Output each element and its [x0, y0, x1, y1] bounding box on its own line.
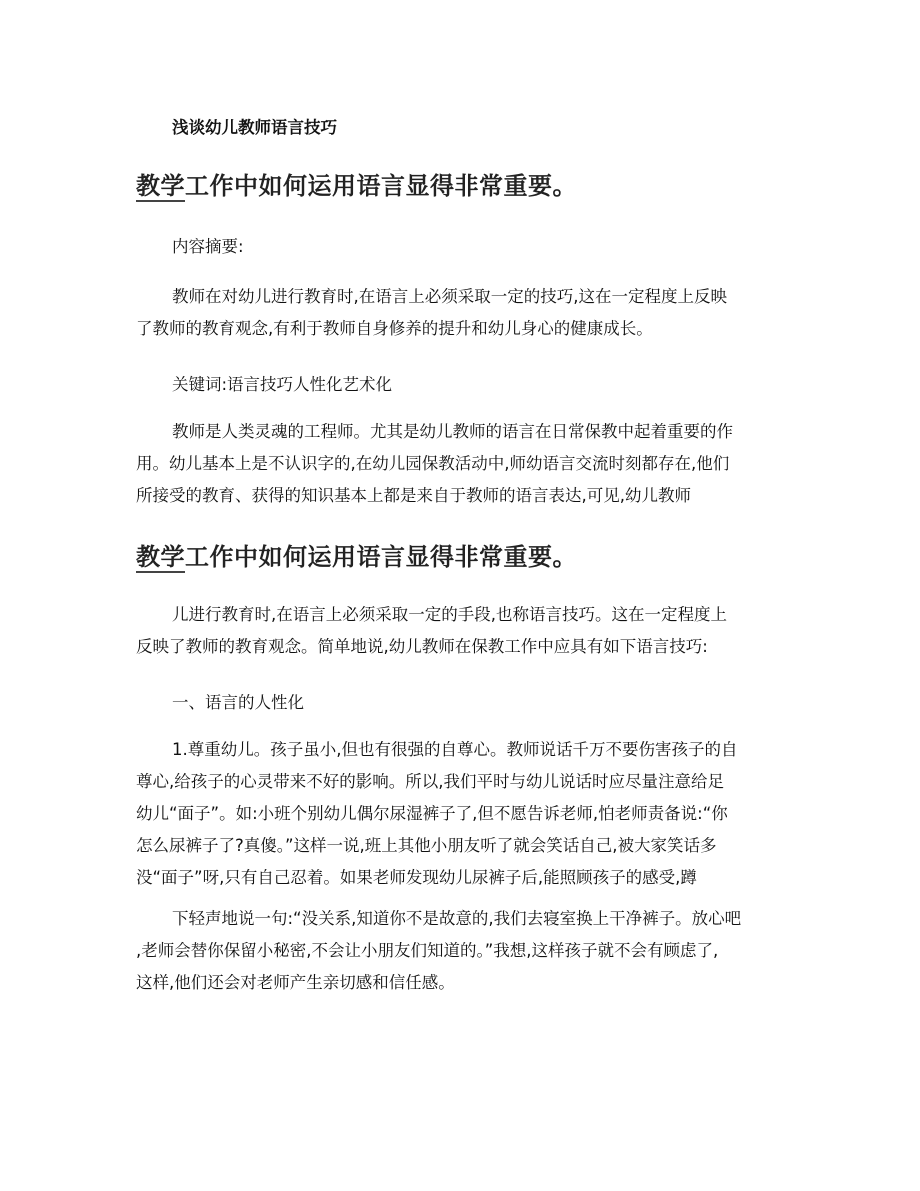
- respect-paragraph: [136, 734, 786, 894]
- text-line: 教师是人类灵魂的工程师。尤其是幼儿教师的语言在日常保教中起着重要的作: [172, 422, 733, 441]
- text-line: 所接受的教育、获得的知识基本上都是来自于教师的语言表达,可见,幼儿教师: [136, 486, 691, 505]
- text-line: 下轻声地说一句:“没关系,知道你不是故意的,我们去寝室换上干净裤子。放心吧: [172, 909, 742, 928]
- text-line: 没“面子”呀,只有自己忍着。如果老师发现幼儿尿裤子后,能照顾孩子的感受,蹲: [136, 868, 697, 887]
- text-line: 幼儿“面子”。如:小班个别幼儿偶尔尿湿裤子了,但不愿告诉老师,怕老师责备说:“你: [136, 804, 728, 823]
- summary-heading: 内容摘要:: [172, 237, 244, 256]
- text-line: 了教师的教育观念,有利于教师自身修养的提升和幼儿身心的健康成长。: [136, 319, 653, 338]
- banner-text: 工作中如何运用语言显得非常重要。: [185, 543, 577, 571]
- continuation-paragraph: [136, 599, 786, 663]
- text-line: 反映了教师的教育观念。简单地说,幼儿教师在保教工作中应具有如下语言技巧:: [136, 637, 708, 656]
- abstract-paragraph: [136, 281, 786, 345]
- text-line: 1.尊重幼儿。孩子虽小,但也有很强的自尊心。教师说话千万不要伤害孩子的自: [172, 740, 738, 759]
- banner-underlined-text: 教学: [136, 172, 185, 200]
- text-line: ,老师会替你保留小秘密,不会让小朋友们知道的。”我想,这样孩子就不会有顾虑了,: [136, 941, 719, 960]
- keywords-line: 关键词:语言技巧人性化艺术化: [172, 375, 393, 394]
- banner-underlined-text: 教学: [136, 543, 185, 571]
- text-line: 尊心,给孩子的心灵带来不好的影响。所以,我们平时与幼儿说话时应尽量注意给足: [136, 772, 724, 791]
- intro-paragraph: [136, 416, 786, 512]
- banner-heading-repeat: [136, 540, 577, 574]
- text-line: 这样,他们还会对老师产生亲切感和信任感。: [136, 973, 455, 992]
- respect-continuation-paragraph: [136, 903, 786, 999]
- document-title: 浅谈幼儿教师语言技巧: [172, 118, 337, 137]
- banner-text: 工作中如何运用语言显得非常重要。: [185, 172, 577, 200]
- banner-heading: [136, 169, 577, 203]
- text-line: 怎么尿裤子了?真傻。”这样一说,班上其他小朋友听了就会笑话自己,被大家笑话多: [136, 836, 717, 855]
- section-heading: 一、语言的人性化: [172, 693, 304, 712]
- text-line: 教师在对幼儿进行教育时,在语言上必须采取一定的技巧,这在一定程度上反映: [172, 287, 727, 306]
- text-line: 儿进行教育时,在语言上必须采取一定的手段,也称语言技巧。这在一定程度上: [172, 605, 727, 624]
- text-line: 用。幼儿基本上是不认识字的,在幼儿园保教活动中,师幼语言交流时刻都存在,他们: [136, 454, 730, 473]
